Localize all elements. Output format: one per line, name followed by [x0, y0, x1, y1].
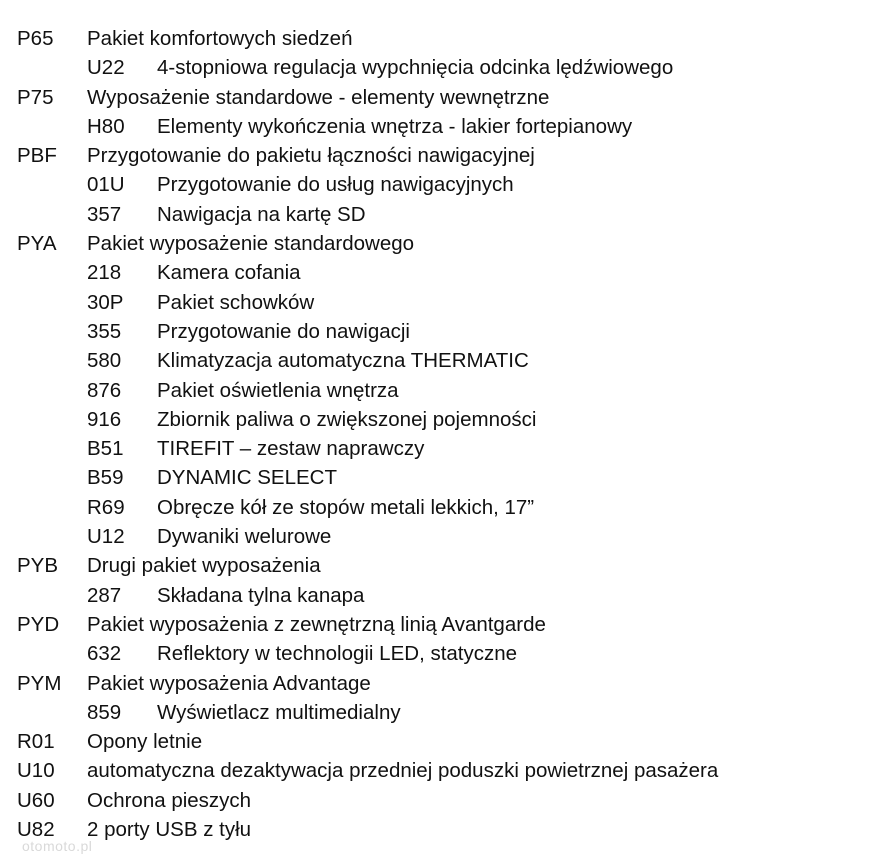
- option-code: U10: [17, 759, 55, 783]
- list-item: [0, 727, 880, 756]
- option-code: 357: [87, 202, 122, 226]
- list-item: [0, 258, 880, 287]
- list-item: [0, 229, 880, 258]
- option-code: 859: [87, 700, 122, 724]
- option-code: U82: [17, 818, 55, 842]
- option-code: R69: [87, 495, 125, 519]
- option-code: 876: [87, 378, 122, 402]
- list-item: [0, 434, 880, 463]
- option-description: Obręcze kół ze stopów metali lekkich, 17”: [157, 495, 535, 519]
- option-description: Pakiet schowków: [157, 290, 315, 314]
- option-description: Zbiornik paliwa o zwiększonej pojemności: [157, 407, 537, 431]
- option-code: PBF: [17, 144, 57, 168]
- option-description: Pakiet wyposażenia Advantage: [87, 671, 371, 695]
- option-code: 632: [87, 642, 122, 666]
- option-description: Wyposażenie standardowe - elementy wewnętrzne: [87, 85, 550, 109]
- list-item: [0, 493, 880, 522]
- option-description: Pakiet wyposażenie standardowego: [87, 232, 415, 256]
- list-item: [0, 376, 880, 405]
- option-description: Opony letnie: [87, 730, 203, 754]
- option-code: 355: [87, 319, 122, 343]
- list-item: [0, 786, 880, 815]
- list-item: [0, 610, 880, 639]
- list-item: [0, 669, 880, 698]
- list-item: [0, 83, 880, 112]
- option-description: Nawigacja na kartę SD: [157, 202, 366, 226]
- option-description: Reflektory w technologii LED, statyczne: [157, 642, 518, 666]
- option-code: PYA: [17, 232, 57, 256]
- option-description: Przygotowanie do nawigacji: [157, 319, 410, 343]
- option-code: 287: [87, 583, 122, 607]
- option-description: DYNAMIC SELECT: [157, 466, 337, 490]
- list-item: [0, 756, 880, 785]
- list-item: [0, 141, 880, 170]
- option-code: PYD: [17, 612, 60, 636]
- option-description: Wyświetlacz multimedialny: [157, 700, 401, 724]
- option-description: TIREFIT – zestaw naprawczy: [157, 437, 425, 461]
- option-description: Pakiet wyposażenia z zewnętrzną linią Avantgarde: [87, 612, 546, 636]
- option-code: PYM: [17, 671, 62, 695]
- option-description: Składana tylna kanapa: [157, 583, 365, 607]
- list-item: [0, 639, 880, 668]
- option-code: U22: [87, 56, 125, 80]
- list-item: [0, 346, 880, 375]
- option-code: R01: [17, 730, 55, 754]
- option-code: B59: [87, 466, 124, 490]
- option-code: 580: [87, 349, 122, 373]
- list-item: [0, 522, 880, 551]
- option-description: Pakiet komfortowych siedzeń: [87, 27, 353, 50]
- watermark: otomoto.pl: [22, 838, 93, 854]
- option-code: U12: [87, 525, 125, 549]
- list-item: [0, 24, 880, 53]
- option-description: Przygotowanie do pakietu łączności nawigacyjnej: [87, 144, 535, 168]
- option-code: PYB: [17, 554, 59, 578]
- option-code: P75: [17, 85, 54, 109]
- list-item: [0, 288, 880, 317]
- option-description: Kamera cofania: [157, 261, 301, 285]
- option-description: automatyczna dezaktywacja przedniej poduszki powietrznej pasażera: [87, 759, 719, 783]
- option-code: 916: [87, 407, 122, 431]
- option-code: P65: [17, 27, 54, 50]
- option-description: Pakiet oświetlenia wnętrza: [157, 378, 399, 402]
- list-item: [0, 698, 880, 727]
- list-item: [0, 405, 880, 434]
- list-item: [0, 200, 880, 229]
- option-code: 218: [87, 261, 122, 285]
- option-description: Klimatyzacja automatyczna THERMATIC: [157, 349, 529, 373]
- list-item: [0, 581, 880, 610]
- list-item: [0, 112, 880, 141]
- option-description: Elementy wykończenia wnętrza - lakier fortepianowy: [157, 114, 633, 138]
- list-item: [0, 53, 880, 82]
- list-item: [0, 463, 880, 492]
- list-item: [0, 551, 880, 580]
- option-code: 01U: [87, 173, 125, 197]
- equipment-list: [0, 24, 880, 844]
- option-code: H80: [87, 114, 125, 138]
- option-description: Przygotowanie do usług nawigacyjnych: [157, 173, 514, 197]
- list-item: [0, 815, 880, 844]
- option-code: B51: [87, 437, 124, 461]
- option-description: Drugi pakiet wyposażenia: [87, 554, 321, 578]
- option-description: 2 porty USB z tyłu: [87, 818, 252, 842]
- option-code: 30P: [87, 290, 124, 314]
- option-description: 4-stopniowa regulacja wypchnięcia odcinka lędźwiowego: [157, 56, 674, 80]
- list-item: [0, 170, 880, 199]
- option-code: U60: [17, 788, 55, 812]
- option-description: Dywaniki welurowe: [157, 525, 332, 549]
- option-description: Ochrona pieszych: [87, 788, 252, 812]
- list-item: [0, 317, 880, 346]
